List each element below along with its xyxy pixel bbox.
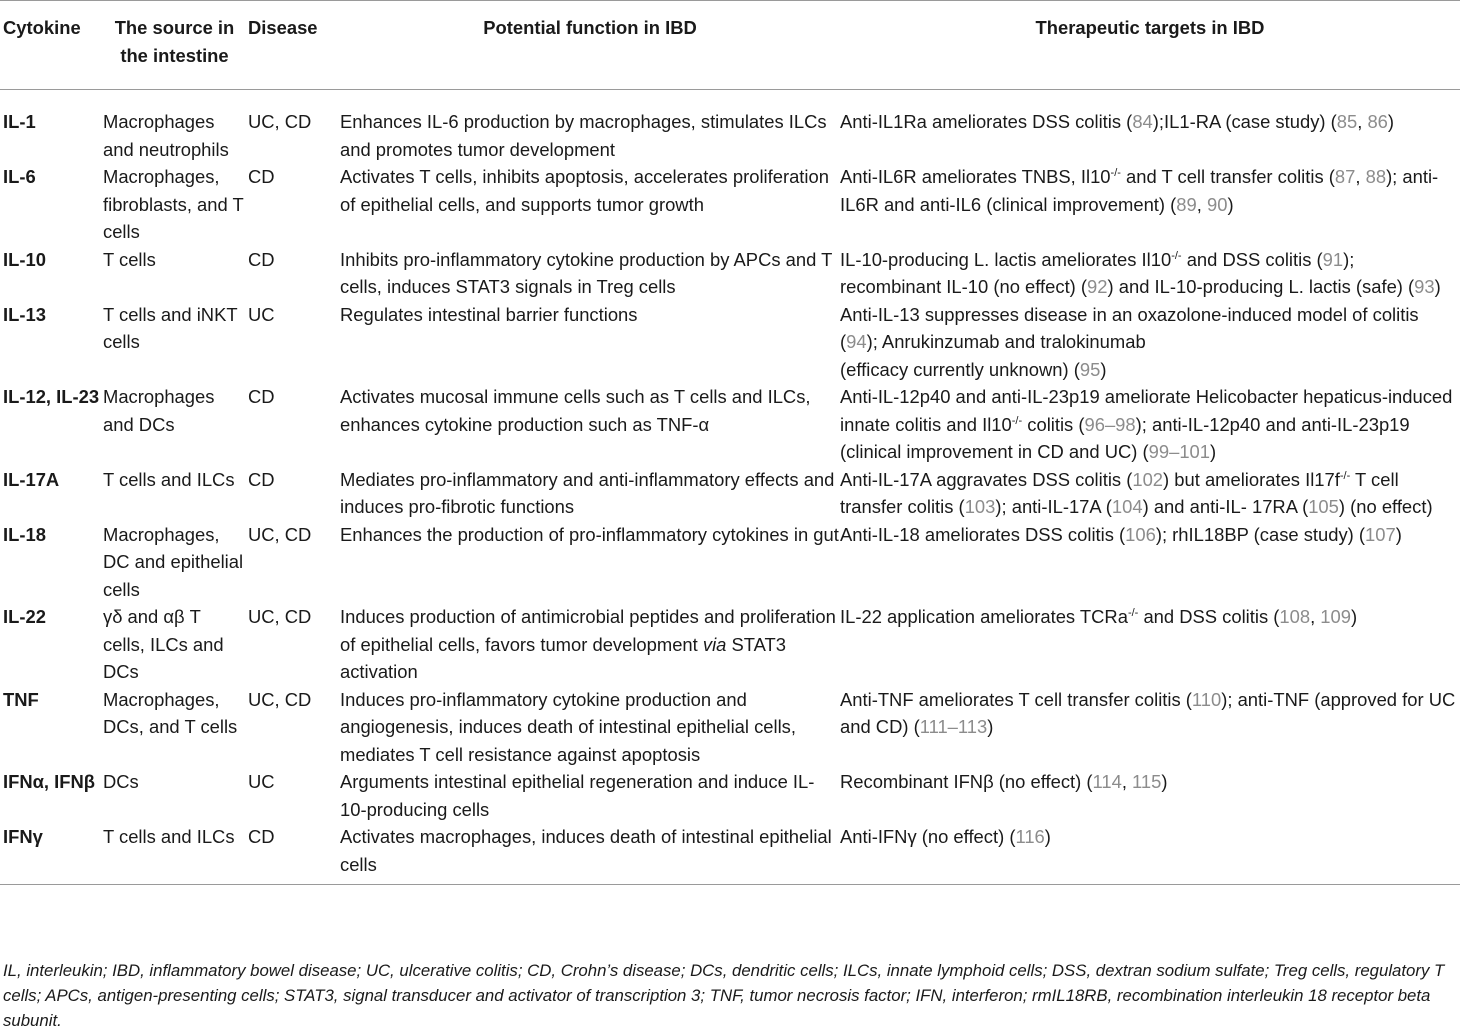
table-row [0,163,1460,246]
cell-cytokine: IL-13 [3,303,46,325]
cell-cytokine: IL-10 [3,248,46,270]
reference-link[interactable]: 103 [964,496,996,517]
reference-link[interactable]: 87 [1334,166,1356,187]
table-row [0,768,1460,823]
cell-source: T cells and ILCs [103,826,235,847]
cell-disease: UC, CD [248,111,312,132]
header-cytokine: Cytokine [0,1,100,90]
cell-disease: UC [248,303,275,325]
cell-source: γδ and αβ T cells, ILCs and DCs [103,606,224,682]
cell-cytokine: IL-12, IL-23 [3,386,100,407]
table-row [0,383,1460,466]
cell-targets: Anti-IL-13 suppresses disease in an oxazolone-induced model of colitis (94); Anrukinzumab and tralokinumab (efficacy currently unknown) (95) [840,303,1419,380]
table-row [0,301,1460,384]
header-targets: Therapeutic targets in IBD [840,1,1460,90]
reference-link[interactable]: 84 [1132,111,1153,132]
reference-link[interactable]: 105 [1308,496,1339,517]
cell-function: Enhances IL-6 production by macrophages, stimulates ILCs and promotes tumor development [340,111,827,160]
cell-function: Mediates pro-inflammatory and anti-inflammatory effects and induces pro-fibrotic functions [340,468,835,517]
reference-link[interactable]: 95 [1079,358,1101,380]
cell-source: Macrophages and DCs [103,386,215,435]
header-source: The source in the intestine [100,1,246,90]
cell-targets: Anti-IFNγ (no effect) (116) [840,826,1051,847]
cell-function: Enhances the production of pro-inflammatory cytokines in gut [340,523,839,545]
cell-targets: Anti-IL-18 ameliorates DSS colitis (106); rhIL18BP (case study) (107) [840,523,1402,545]
cell-targets: IL-22 application ameliorates TCRa-/- and DSS colitis (108, 109) [840,606,1358,627]
header-function: Potential function in IBD [340,1,840,90]
cell-cytokine: IFNα, IFNβ [3,771,95,792]
cell-source: DCs [103,771,139,792]
reference-link[interactable]: 104 [1111,496,1143,517]
table-row [0,521,1460,604]
reference-link[interactable]: 106 [1125,523,1156,545]
reference-link[interactable]: 102 [1132,468,1164,490]
cell-source: Macrophages and neutrophils [103,111,229,160]
reference-link[interactable]: 92 [1087,276,1108,297]
cell-function: Induces production of antimicrobial peptides and proliferation of epithelial cells, favors tumor development via STAT3 activation [340,606,836,682]
cell-cytokine: IFNγ [3,826,43,847]
cell-cytokine: IL-22 [3,606,46,627]
cell-disease: UC, CD [248,688,312,710]
reference-link[interactable]: 99–101 [1148,441,1211,462]
reference-link[interactable]: 88 [1365,166,1387,187]
cell-function: Regulates intestinal barrier functions [340,303,638,325]
cell-targets: IL-10-producing L. lactis ameliorates Il10-/- and DSS colitis (91); recombinant IL-10 (no effect) (92) and IL-10-producing L. lactis (safe) (93) [840,248,1441,297]
cell-targets: Anti-IL1Ra ameliorates DSS colitis (84);IL1-RA (case study) (85, 86) [840,111,1395,132]
table-row [0,823,1460,885]
cell-source: Macrophages, DCs, and T cells [103,688,238,737]
cell-source: T cells [103,248,156,270]
reference-link[interactable]: 89 [1176,193,1197,215]
cell-targets: Anti-IL6R ameliorates TNBS, Il10-/- and T cell transfer colitis (87, 88); anti-IL6R and anti-IL6 (clinical improvement) (89, 90) [840,166,1439,215]
cell-targets: Recombinant IFNβ (no effect) (114, 115) [840,771,1168,792]
cell-targets: Anti-IL-17A aggravates DSS colitis (102) but ameliorates Il17f-/- T cell transfer colitis (103); anti-IL-17A (104) and anti-IL- 17RA (105) (no effect) [840,468,1433,517]
reference-link[interactable]: 107 [1365,523,1396,545]
reference-link[interactable]: 93 [1414,276,1435,297]
cell-source: T cells and ILCs [103,468,235,490]
reference-link[interactable]: 110 [1191,688,1222,710]
table-row [0,686,1460,769]
table-row [0,603,1460,686]
cell-targets: Anti-IL-12p40 and anti-IL-23p19 ameliorate Helicobacter hepaticus-induced innate colitis and Il10-/- colitis (96–98); anti-IL-12p40 and anti-IL-23p19 (clinical improvement in CD and UC) (99–101) [840,386,1453,462]
cell-cytokine: TNF [3,688,39,710]
reference-link[interactable]: 96–98 [1084,413,1136,435]
cell-cytokine: IL-18 [3,523,46,545]
table-row [0,246,1460,301]
table-row [0,90,1460,164]
cell-cytokine: IL-17A [3,468,60,490]
cell-disease: UC [248,771,275,792]
cell-disease: CD [248,826,275,847]
cell-disease: CD [248,248,275,270]
reference-link[interactable]: 91 [1322,248,1344,270]
cell-disease: CD [248,468,275,490]
cell-source: T cells and iNKT cells [103,303,238,352]
cell-cytokine: IL-1 [3,111,36,132]
cell-function: Arguments intestinal epithelial regeneration and induce IL-10-producing cells [340,771,815,820]
reference-link[interactable]: 114 [1092,771,1122,792]
cell-function: Activates macrophages, induces death of intestinal epithelial cells [340,826,832,875]
reference-link[interactable]: 108 [1279,606,1311,627]
reference-link[interactable]: 85 [1336,111,1358,132]
cell-disease: CD [248,386,275,407]
table-body [0,90,1460,885]
cell-disease: UC, CD [248,606,312,627]
cell-cytokine: IL-6 [3,166,36,187]
cell-source: Macrophages, fibroblasts, and T cells [103,166,244,242]
reference-link[interactable]: 111–113 [919,716,988,737]
cell-function: Activates mucosal immune cells such as T cells and ILCs, enhances cytokine production such as TNF-α [340,386,811,435]
reference-link[interactable]: 86 [1367,111,1388,132]
table-footnote: IL, interleukin; IBD, inflammatory bowel disease; UC, ulcerative colitis; CD, Crohn’s disease; DCs, dendritic cells; ILCs, innate lymphoid cells; DSS, dextran sodium sulfate; Treg cells, regulatory T cells; APCs, antigen-presenting cells; STAT3, signal transducer and activator of transcription 3; TNF, tumor necrosis factor; IFN, interferon; rmIL18RB, recombination interleukin 18 receptor beta subunit. [3,961,1445,1030]
cell-function: Inhibits pro-inflammatory cytokine production by APCs and T cells, induces STAT3 signals in Treg cells [340,248,833,297]
cell-disease: CD [248,166,275,187]
header-row [0,1,1460,90]
header-disease: Disease [246,1,340,90]
reference-link[interactable]: 94 [846,331,867,352]
cell-function: Activates T cells, inhibits apoptosis, accelerates proliferation of epithelial cells, and supports tumor growth [340,166,829,215]
cell-disease: UC, CD [248,523,312,545]
table-row [0,466,1460,521]
reference-link[interactable]: 109 [1320,606,1351,627]
reference-link[interactable]: 115 [1132,771,1162,792]
cell-targets: Anti-TNF ameliorates T cell transfer colitis (110); anti-TNF (approved for UC and CD) (111–113) [840,688,1456,737]
cell-source: Macrophages, DC and epithelial cells [103,523,244,600]
reference-link[interactable]: 116 [1015,826,1045,847]
cell-function: Induces pro-inflammatory cytokine production and angiogenesis, induces death of intestinal epithelial cells, mediates T cell resistance against apoptosis [340,688,796,765]
reference-link[interactable]: 90 [1206,193,1228,215]
